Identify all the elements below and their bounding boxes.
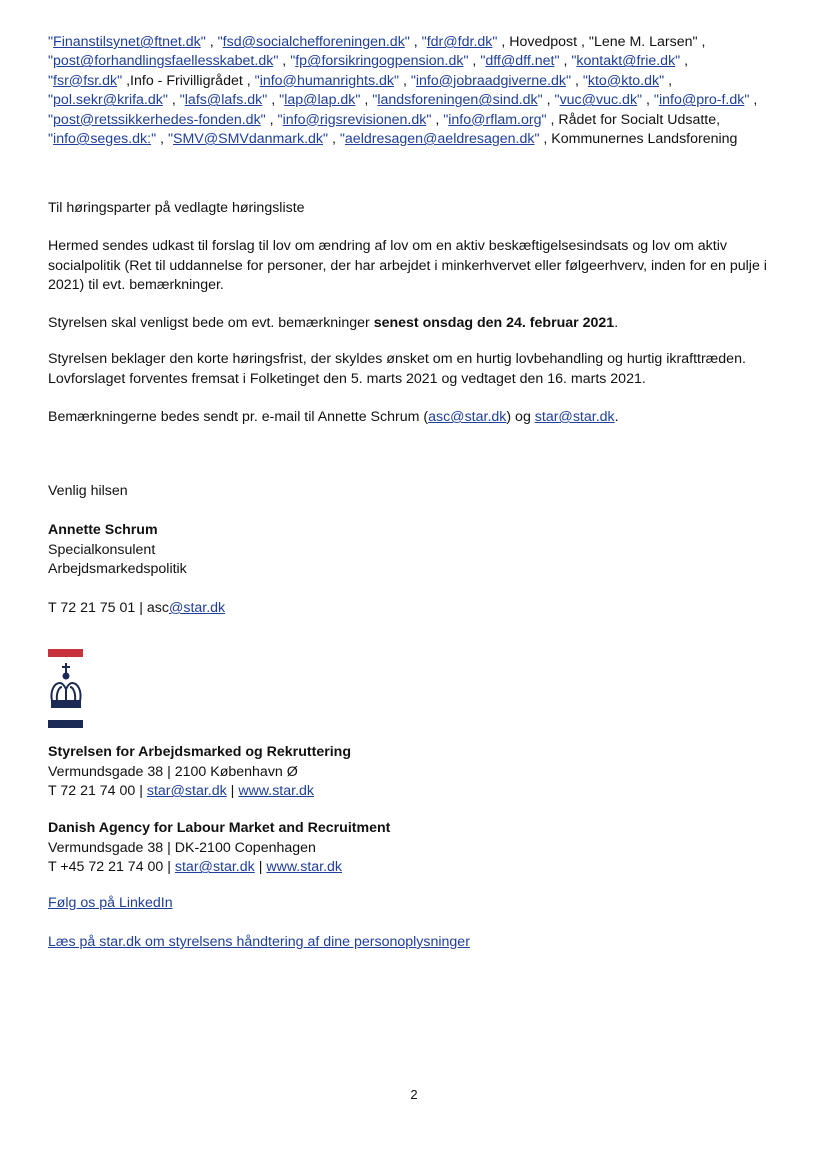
quote-mark: ": [463, 53, 469, 70]
agency-da-name: Styrelsen for Arbejdsmarked og Rekruttering: [48, 744, 352, 760]
quote-mark: ": [48, 53, 54, 70]
recipient-separator-text: ,: [642, 92, 654, 109]
email-paragraph: [48, 408, 788, 428]
recipient-email-link[interactable]: info@jobraadgiverne.dk: [415, 72, 566, 89]
quote-mark: ": [217, 34, 223, 50]
email-paragraph-block: [48, 408, 788, 428]
intro-paragraph: Hermed sendes udkast til forslag til lov om ændring af lov om en aktiv beskæftigelsesindsats og lov om aktiv socialpolitik (Ret til uddannelse for personer, der har arbejdet i minkerhvervet eller følgeerhverv, inden for en pulje i 2021) til evt. bemærkninger.: [48, 238, 767, 294]
agency-da-email-link[interactable]: star@star.dk: [146, 783, 227, 800]
logo-red-bar: [48, 649, 83, 657]
recipient-separator-text: ,: [156, 131, 168, 148]
agency-da-separator: |: [226, 783, 239, 800]
recipient-separator-text: ,: [680, 53, 689, 70]
quote-mark: ": [290, 53, 296, 70]
quote-mark: ": [537, 92, 543, 109]
recipient-email-link[interactable]: info@rflam.org: [448, 111, 542, 128]
quote-mark: ": [162, 92, 168, 109]
quote-mark: ": [565, 72, 572, 89]
crown-icon: [48, 661, 84, 717]
deadline-date: senest onsdag den 24. februar 2021: [373, 315, 615, 331]
quote-mark: ": [48, 131, 54, 148]
quote-mark: ": [48, 111, 54, 128]
agency-da-block: [48, 743, 788, 802]
signer-phone-block: [48, 599, 788, 619]
signer-title: Specialkonsulent: [48, 541, 156, 558]
deadline-paragraph-block: [48, 314, 788, 334]
recipient-separator-text: ,: [205, 34, 218, 50]
signer-phone: [48, 599, 788, 619]
linkedin-block: [48, 894, 788, 914]
agency-en-block: [48, 819, 788, 878]
quote-mark: ": [372, 92, 378, 109]
recipient-email-link[interactable]: dff@dff.net: [485, 53, 555, 70]
quote-mark: ": [410, 72, 416, 89]
recipient-line: [48, 130, 788, 149]
recipient-email-link[interactable]: info@humanrights.dk: [259, 72, 394, 89]
quote-mark: ": [534, 131, 540, 148]
logo-blue-bar: [48, 720, 83, 728]
quote-mark: ": [260, 111, 266, 128]
quote-mark: ": [254, 72, 260, 89]
recipient-separator-text: ,: [468, 53, 481, 70]
quote-mark: ": [571, 53, 577, 70]
recipient-email-link[interactable]: kontakt@frie.dk: [576, 53, 676, 70]
quote-mark: ": [582, 72, 588, 89]
asc-email-link[interactable]: asc@star.dk: [428, 409, 507, 425]
email-end: .: [614, 409, 619, 425]
quote-mark: ": [48, 72, 54, 89]
recipient-email-link[interactable]: fp@forsikringogpension.dk: [295, 53, 464, 70]
recipient-email-link[interactable]: Finanstilsynet@ftnet.dk: [53, 34, 201, 50]
apology-paragraph-block: [48, 350, 798, 389]
recipient-separator-text: ,: [409, 34, 422, 50]
recipient-separator-text: ,: [265, 111, 278, 128]
closing: Venlig hilsen: [48, 483, 128, 499]
recipient-separator-text: ,: [328, 131, 340, 148]
star-email-link[interactable]: star@star.dk: [534, 409, 615, 425]
agency-da-web-link[interactable]: www.star.dk: [238, 783, 315, 800]
recipient-email-link[interactable]: lafs@lafs.dk: [184, 92, 263, 109]
quote-mark: ": [653, 92, 659, 109]
agency-en-separator: |: [254, 859, 267, 876]
quote-mark: ": [200, 34, 206, 50]
recipient-line: [48, 111, 788, 130]
recipient-email-link[interactable]: post@forhandlingsfaellesskabet.dk: [53, 53, 274, 70]
page-number: 2: [410, 1087, 418, 1102]
recipient-email-link[interactable]: info@rigsrevisionen.dk: [282, 111, 427, 128]
quote-mark: ": [179, 92, 185, 109]
quote-mark: ": [48, 92, 54, 109]
recipient-email-link[interactable]: aeldresagen@aeldresagen.dk: [344, 131, 535, 148]
recipient-separator-text: ,: [431, 111, 444, 128]
recipient-email-link[interactable]: fdr@fdr.dk: [426, 34, 493, 50]
agency-da-contact: [48, 782, 788, 802]
quote-mark: ": [355, 92, 361, 109]
danish-crown-logo: [48, 649, 84, 729]
recipient-separator-text: ,: [749, 92, 758, 109]
recipient-email-link[interactable]: pol.sekr@krifa.dk: [53, 92, 163, 109]
quote-mark: ": [480, 53, 486, 70]
agency-en-phone: T +45 72 21 74 00 |: [48, 859, 175, 876]
quote-mark: ": [426, 111, 432, 128]
recipient-email-link[interactable]: SMV@SMVdanmark.dk: [172, 131, 323, 148]
quote-mark: ": [151, 131, 157, 148]
signer-phone-text: T 72 21 75 01 | asc: [48, 600, 169, 616]
quote-mark: ": [443, 111, 449, 128]
recipient-email-link[interactable]: landsforeningen@sind.dk: [377, 92, 538, 109]
agency-en-name: Danish Agency for Labour Market and Recruitment: [48, 820, 391, 836]
recipient-email-link[interactable]: vuc@vuc.dk: [559, 92, 638, 109]
quote-mark: ": [554, 53, 560, 70]
quote-mark: ": [323, 131, 329, 148]
recipient-separator-text: , Rådet for Socialt Udsatte,: [546, 111, 721, 128]
recipient-list: [48, 33, 788, 149]
quote-mark: ": [48, 34, 54, 50]
quote-mark: ": [262, 92, 268, 109]
recipient-line: [48, 72, 788, 91]
agency-en-email-link[interactable]: star@star.dk: [174, 859, 255, 876]
recipient-line: [48, 52, 788, 71]
recipient-email-link[interactable]: fsr@fsr.dk: [53, 72, 118, 89]
privacy-block: [48, 933, 788, 953]
recipient-separator-text: ,: [664, 72, 673, 89]
intro-paragraph-block: [48, 237, 793, 296]
deadline-text: Styrelsen skal venligst bede om evt. bemærkninger: [48, 315, 374, 331]
quote-mark: ": [117, 72, 123, 89]
quote-mark: ": [404, 34, 410, 50]
recipient-email-link[interactable]: fsd@socialchefforeningen.dk: [222, 34, 405, 50]
agency-da-address: Vermundsgade 38 | 2100 København Ø: [48, 763, 298, 780]
email-mid: ) og: [506, 409, 535, 425]
signer-department: Arbejdsmarkedspolitik: [48, 561, 187, 578]
recipient-line: [48, 33, 788, 52]
quote-mark: ": [273, 53, 279, 70]
quote-mark: ": [339, 131, 345, 148]
agency-en-contact: [48, 858, 788, 878]
recipient-email-link[interactable]: lap@lap.dk: [284, 92, 356, 109]
deadline-paragraph: [48, 314, 788, 334]
email-text: Bemærkningerne bedes sendt pr. e-mail til Annette Schrum (: [48, 409, 429, 425]
recipient-line: [48, 91, 788, 110]
quote-mark: ": [421, 34, 427, 50]
quote-mark: ": [492, 34, 498, 50]
recipient-separator-text: ,: [360, 92, 373, 109]
signature-block: [48, 521, 788, 580]
quote-mark: ": [393, 72, 400, 89]
quote-mark: ": [279, 92, 285, 109]
quote-mark: ": [541, 111, 547, 128]
salutation-block: [48, 199, 788, 219]
privacy-link[interactable]: Læs på star.dk om styrelsens håndtering af dine personoplysninger: [48, 934, 470, 950]
agency-da-phone: T 72 21 74 00 |: [48, 783, 147, 800]
recipient-separator-text: , Hovedpost , "Lene M. Larsen" ,: [497, 34, 706, 50]
recipient-separator-text: , Kommunernes Landsforening: [539, 131, 738, 148]
recipient-separator-text: ,: [399, 72, 411, 89]
recipient-separator-text: ,: [278, 53, 291, 70]
apology-paragraph: Styrelsen beklager den korte høringsfrist, der skyldes ønsket om en hurtig lovbehandling og hurtig ikrafttræden. Lovforslaget forventes fremsat i Folketinget den 5. marts 2021 og vedtaget den 16. marts 2021.: [48, 351, 746, 387]
recipient-separator-text: ,Info - Frivilligrådet ,: [122, 72, 255, 89]
linkedin-link[interactable]: Følg os på LinkedIn: [48, 895, 173, 911]
quote-mark: ": [554, 92, 560, 109]
recipient-separator-text: ,: [267, 92, 280, 109]
agency-en-address: Vermundsgade 38 | DK-2100 Copenhagen: [48, 839, 316, 856]
recipient-email-link[interactable]: info@seges.dk:: [53, 131, 152, 148]
deadline-end: .: [614, 315, 619, 331]
recipient-email-link[interactable]: post@retssikkerhedes-fonden.dk: [53, 111, 261, 128]
quote-mark: ": [167, 131, 173, 148]
quote-mark: ": [744, 92, 750, 109]
quote-mark: ": [637, 92, 643, 109]
salutation: Til høringsparter på vedlagte høringsliste: [48, 200, 305, 216]
recipient-email-link[interactable]: info@pro-f.dk: [658, 92, 745, 109]
recipient-separator-text: ,: [559, 53, 572, 70]
quote-mark: ": [277, 111, 283, 128]
quote-mark: ": [675, 53, 681, 70]
quote-mark: ": [659, 72, 665, 89]
agency-en-web-link[interactable]: www.star.dk: [266, 859, 343, 876]
signer-name: Annette Schrum: [48, 522, 158, 538]
recipient-separator-text: ,: [167, 92, 180, 109]
recipient-email-link[interactable]: kto@kto.dk: [587, 72, 660, 89]
closing-block: [48, 482, 788, 502]
signer-email-link[interactable]: @star.dk: [168, 600, 226, 616]
recipient-separator-text: ,: [571, 72, 583, 89]
recipient-separator-text: ,: [542, 92, 555, 109]
